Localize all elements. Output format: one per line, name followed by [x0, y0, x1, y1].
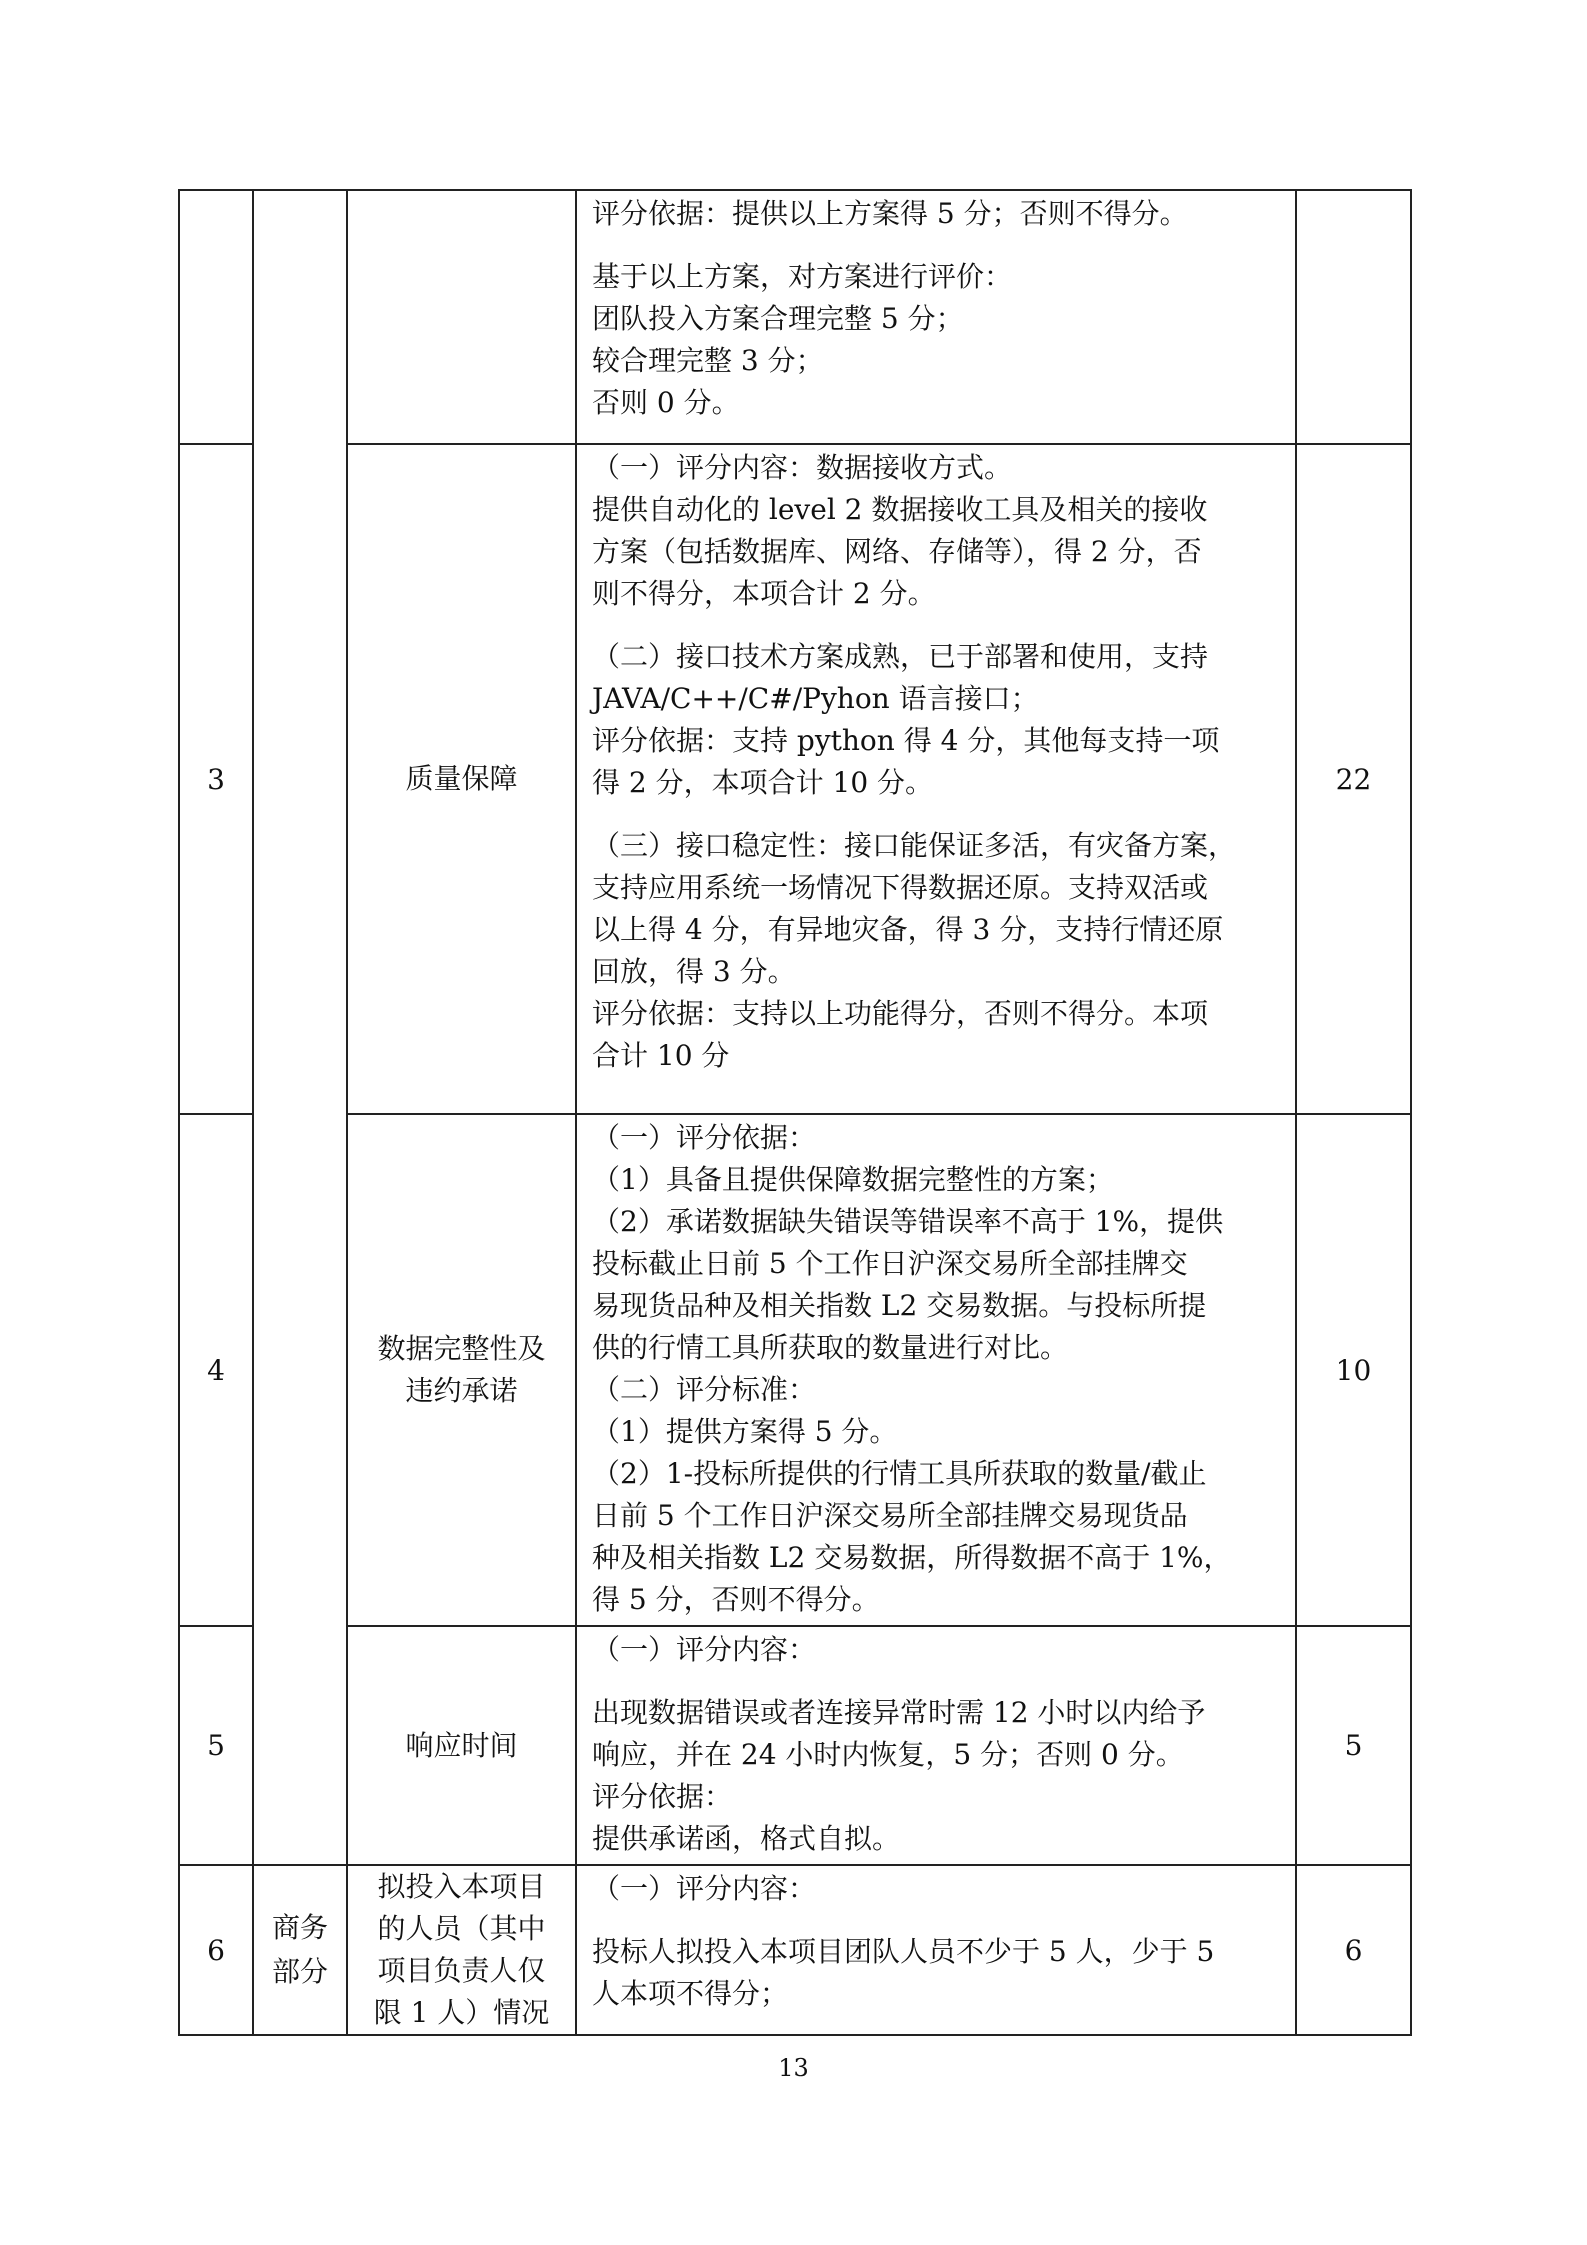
- detail-line: 种及相关指数 L2 交易数据，所得数据不高于 1%，: [592, 1541, 1232, 1574]
- detail-line: 评分依据：: [592, 1780, 733, 1813]
- detail-line: 得 5 分，否则不得分。: [592, 1583, 880, 1616]
- row-number: 5: [179, 1626, 253, 1865]
- detail-line: 出现数据错误或者连接异常时需 12 小时以内给予: [592, 1696, 1206, 1729]
- page-number: 13: [778, 2054, 809, 2082]
- detail-line: （2）1-投标所提供的行情工具所获取的数量/截止: [592, 1457, 1207, 1490]
- detail-line: [592, 1671, 1283, 1692]
- scoring-item: [347, 1114, 576, 1626]
- item-line: 拟投入本项目: [377, 1870, 546, 1903]
- table-row: [179, 1626, 1411, 1865]
- item-line: 质量保障: [405, 762, 518, 795]
- detail-line: 团队投入方案合理完整 5 分；: [592, 302, 964, 335]
- detail-line: [592, 235, 1283, 256]
- row-number: 3: [179, 444, 253, 1114]
- scoring-item: [347, 1626, 576, 1865]
- table-row: [179, 1114, 1411, 1626]
- item-line: 数据完整性及: [377, 1332, 546, 1365]
- detail-line: JAVA/C++/C#/Pyhon 语言接口；: [592, 682, 1039, 715]
- scoring-detail: [576, 444, 1296, 1114]
- row-number: 4: [179, 1114, 253, 1626]
- scoring-detail: [576, 190, 1296, 444]
- detail-line: 人本项不得分；: [592, 1977, 789, 2010]
- detail-line: 日前 5 个工作日沪深交易所全部挂牌交易现货品: [592, 1499, 1188, 1532]
- category-line: 部分: [271, 1955, 328, 1988]
- detail-line: （一）评分内容：: [592, 1633, 817, 1666]
- detail-line: 评分依据：提供以上方案得 5 分；否则不得分。: [592, 197, 1188, 230]
- table-row: [179, 1865, 1411, 2035]
- detail-line: 易现货品种及相关指数 L2 交易数据。与投标所提: [592, 1289, 1207, 1322]
- item-line: 响应时间: [405, 1728, 518, 1762]
- detail-line: 响应，并在 24 小时内恢复，5 分；否则 0 分。: [592, 1738, 1184, 1771]
- scoring-item: [347, 1865, 576, 2035]
- detail-line: （三）接口稳定性：接口能保证多活，有灾备方案，: [592, 829, 1237, 862]
- detail-line: （1）提供方案得 5 分。: [592, 1415, 898, 1448]
- scoring-table: [178, 189, 1412, 2036]
- detail-line: [592, 615, 1283, 636]
- detail-line: 则不得分，本项合计 2 分。: [592, 577, 936, 610]
- scoring-detail: [576, 1865, 1296, 2035]
- category-cell: [253, 1865, 347, 2035]
- detail-line: 评分依据：支持以上功能得分，否则不得分。本项: [592, 997, 1209, 1030]
- detail-line: 投标人拟投入本项目团队人员不少于 5 人，少于 5: [592, 1935, 1215, 1968]
- detail-line: （一）评分内容：数据接收方式。: [592, 451, 1013, 484]
- scoring-detail: [576, 1114, 1296, 1626]
- row-score: 10: [1296, 1114, 1411, 1626]
- table-row: [179, 444, 1411, 1114]
- detail-line: 得 2 分，本项合计 10 分。: [592, 766, 934, 799]
- detail-line: （一）评分内容：: [592, 1872, 817, 1905]
- row-number: [179, 190, 253, 444]
- row-score: 6: [1296, 1865, 1411, 2035]
- scoring-item: [347, 444, 576, 1114]
- detail-line: 回放，得 3 分。: [592, 955, 796, 988]
- category-cell: [253, 190, 347, 1865]
- detail-line: [592, 804, 1283, 825]
- detail-line: 否则 0 分。: [592, 386, 740, 419]
- detail-line: （一）评分依据：: [592, 1121, 817, 1154]
- detail-line: 支持应用系统一场情况下得数据还原。支持双活或: [592, 871, 1209, 904]
- detail-line: 基于以上方案，对方案进行评价：: [592, 260, 1013, 293]
- detail-line: 评分依据：支持 python 得 4 分，其他每支持一项: [592, 724, 1220, 757]
- detail-line: 提供自动化的 level 2 数据接收工具及相关的接收: [592, 493, 1208, 526]
- item-line: 项目负责人仅: [377, 1954, 546, 1987]
- detail-line: （二）接口技术方案成熟，已于部署和使用，支持: [592, 640, 1209, 673]
- row-score: 5: [1296, 1626, 1411, 1865]
- scoring-item: [347, 190, 576, 444]
- table-row: [179, 190, 1411, 444]
- detail-line: 提供承诺函，格式自拟。: [592, 1822, 901, 1855]
- row-number: 6: [179, 1865, 253, 2035]
- detail-line: 合计 10 分: [592, 1039, 730, 1072]
- detail-line: 较合理完整 3 分；: [592, 344, 824, 377]
- item-line: 限 1 人）情况: [373, 1996, 550, 2029]
- detail-line: （二）评分标准：: [592, 1373, 817, 1406]
- detail-line: （2）承诺数据缺失错误等错误率不高于 1%，提供: [592, 1205, 1224, 1238]
- detail-line: 投标截止日前 5 个工作日沪深交易所全部挂牌交: [592, 1247, 1188, 1280]
- detail-line: （1）具备且提供保障数据完整性的方案；: [592, 1163, 1114, 1196]
- row-score: 22: [1296, 444, 1411, 1114]
- detail-line: 供的行情工具所获取的数量进行对比。: [592, 1331, 1069, 1364]
- item-line: 的人员（其中: [377, 1912, 546, 1945]
- category-line: 商务: [271, 1911, 328, 1944]
- scoring-detail: [576, 1626, 1296, 1865]
- detail-line: 方案（包括数据库、网络、存储等），得 2 分，否: [592, 535, 1202, 568]
- row-score: [1296, 190, 1411, 444]
- detail-line: 以上得 4 分，有异地灾备，得 3 分，支持行情还原: [592, 913, 1224, 946]
- detail-line: [592, 1910, 1283, 1931]
- item-line: 违约承诺: [405, 1374, 518, 1407]
